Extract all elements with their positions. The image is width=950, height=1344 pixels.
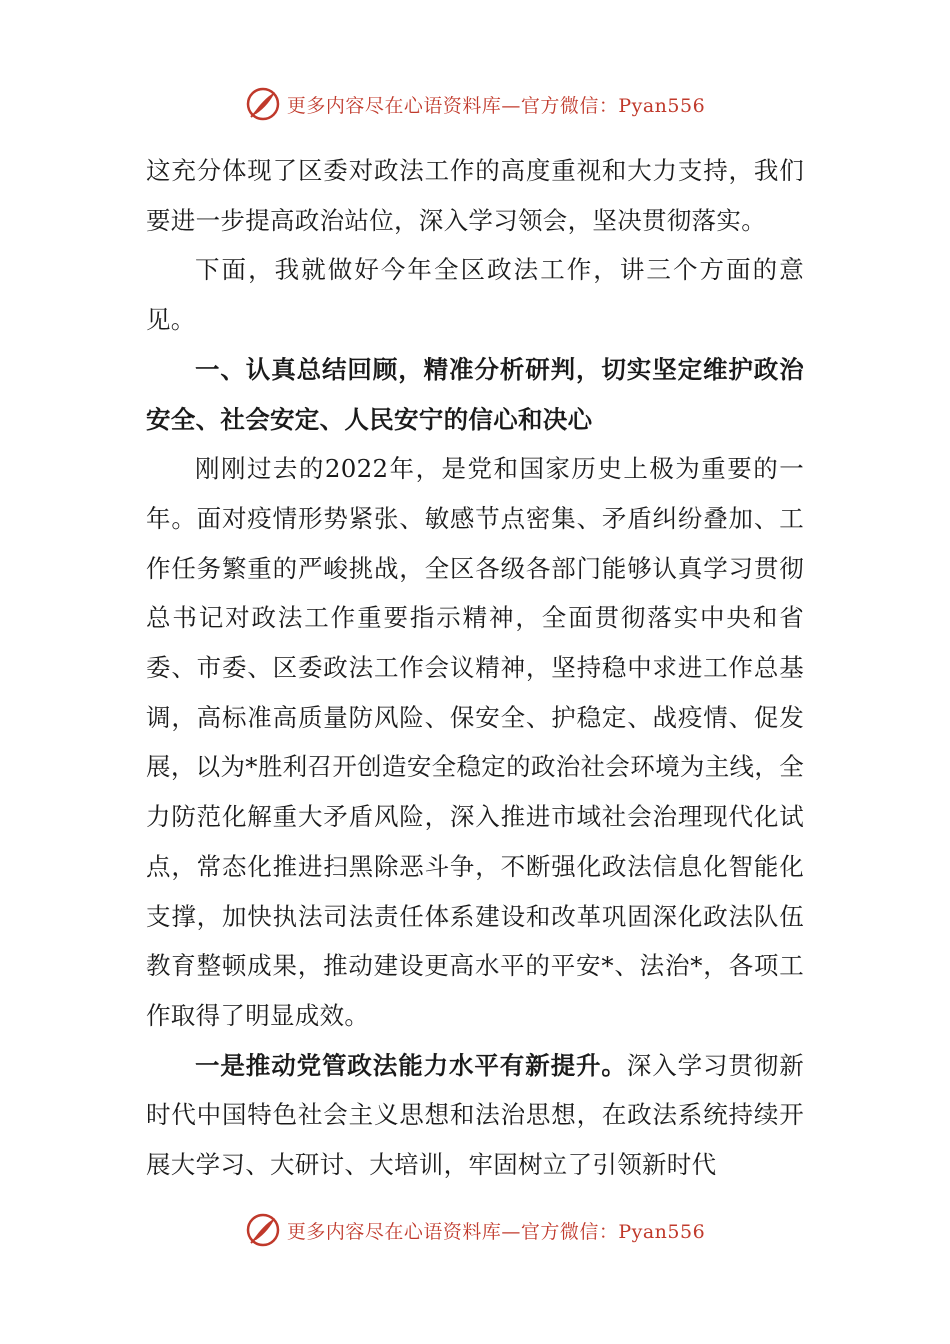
- banner-wechat: 官方微信：Pyan556: [520, 94, 706, 117]
- header-banner: [0, 82, 950, 126]
- point-one-lead: 一是推动党管政法能力水平有新提升。: [195, 1050, 627, 1080]
- section-heading: 一、认真总结回顾，精准分析研判，切实坚定维护政治安全、社会安定、人民安宁的信心和决心: [146, 354, 804, 434]
- footer-banner: [0, 1208, 950, 1252]
- banner-separator: —: [501, 1220, 521, 1243]
- document-body: [146, 146, 804, 1190]
- paragraph-point-one: [146, 1041, 804, 1190]
- paragraph-intro: 下面，我就做好今年全区政法工作，讲三个方面的意见。: [146, 255, 804, 335]
- paragraph-continuation: 这充分体现了区委对政法工作的高度重视和大力支持，我们要进一步提高政治站位，深入学习领会，坚决贯彻落实。: [146, 156, 804, 235]
- quill-logo-icon: [245, 1212, 281, 1248]
- banner-text: [287, 1217, 705, 1244]
- quill-logo-icon: [245, 86, 281, 122]
- banner-site: 更多内容尽在心语资料库: [286, 1220, 502, 1243]
- point-one-text: 深入学习贯彻新时代中国特色社会主义思想和法治思想，在政法系统持续开展大学习、大研讨、大培训，牢固树立了引领新时代: [146, 1050, 804, 1180]
- banner-wechat: 官方微信：Pyan556: [520, 1220, 706, 1243]
- banner-text: [287, 91, 705, 118]
- banner-site: 更多内容尽在心语资料库: [286, 94, 502, 117]
- banner-separator: —: [501, 94, 521, 117]
- paragraph-review: 刚刚过去的2022年，是党和国家历史上极为重要的一年。面对疫情形势紧张、敏感节点密集、矛盾纠纷叠加、工作任务繁重的严峻挑战，全区各级各部门能够认真学习贯彻总书记对政法工作重要指示精神，全面贯彻落实中央和省委、市委、区委政法工作会议精神，坚持稳中求进工作总基调，高标准高质量防风险、保安全、护稳定、战疫情、促发展，以为*胜利召开创造安全稳定的政治社会环境为主线，全力防范化解重大矛盾风险，深入推进市域社会治理现代化试点，常态化推进扫黑除恶斗争，不断强化政法信息化智能化支撑，加快执法司法责任体系建设和改革巩固深化政法队伍教育整顿成果，推动建设更高水平的平安*、法治*，各项工作取得了明显成效。: [146, 454, 804, 1030]
